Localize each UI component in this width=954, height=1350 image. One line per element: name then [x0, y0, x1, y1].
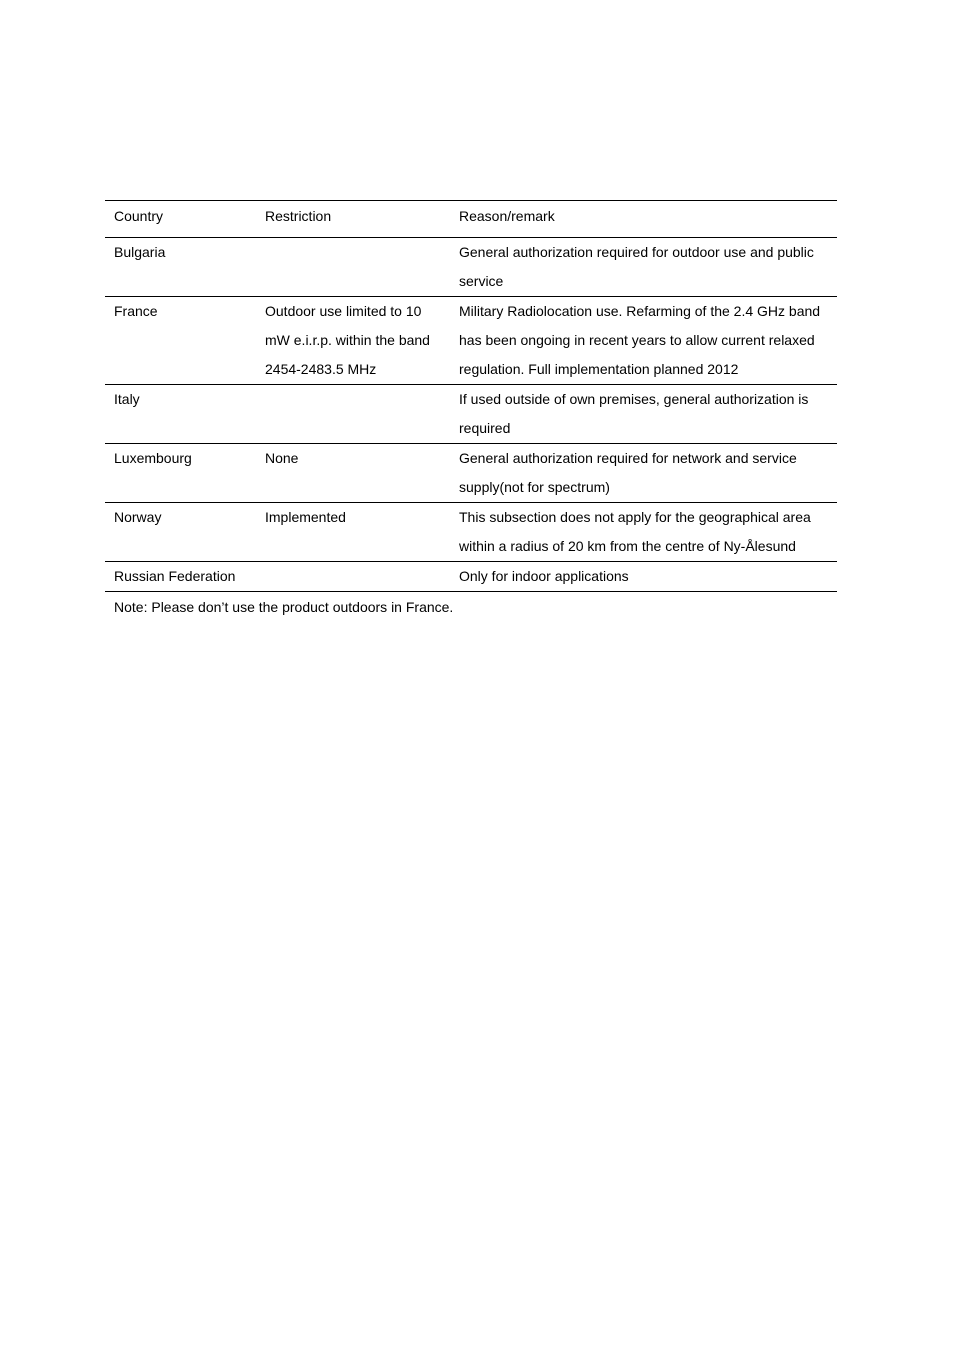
remark-cell: General authorization required for network and service supply(not for spectrum) — [459, 450, 797, 495]
country-cell: Luxembourg — [114, 450, 192, 466]
country-cell: Italy — [114, 391, 140, 407]
remark-cell: General authorization required for outdoor use and public service — [459, 244, 814, 289]
table-row — [105, 385, 837, 444]
note-text: Note: Please don’t use the product outdoors in France. — [114, 599, 454, 615]
table-header-row — [105, 201, 837, 238]
restriction-cell: Implemented — [265, 509, 346, 525]
remark-cell: Military Radiolocation use. Refarming of the 2.4 GHz band has been ongoing in recent years to allow current relaxed regulation. Full implementation planned 2012 — [459, 303, 821, 377]
table-row — [105, 297, 837, 385]
restriction-cell: None — [265, 450, 299, 466]
country-cell: France — [114, 303, 158, 319]
restriction-cell — [256, 562, 450, 592]
country-cell: Norway — [114, 509, 162, 525]
remark-cell: Only for indoor applications — [459, 568, 629, 584]
table-row — [105, 503, 837, 562]
country-restrictions-table — [105, 200, 837, 592]
table-row — [105, 562, 837, 592]
restriction-cell — [256, 385, 450, 444]
table-row — [105, 238, 837, 297]
restriction-cell: Outdoor use limited to 10 mW e.i.r.p. within the band 2454-2483.5 MHz — [265, 303, 430, 377]
header-reason-remark: Reason/remark — [459, 208, 555, 224]
header-country: Country — [114, 208, 164, 224]
header-restriction: Restriction — [265, 208, 332, 224]
restriction-cell — [256, 238, 450, 297]
remark-cell: This subsection does not apply for the geographical area within a radius of 20 km from the centre of Ny-Ålesund — [459, 509, 811, 554]
country-cell: Russian Federation — [114, 568, 236, 584]
table-row — [105, 444, 837, 503]
remark-cell: If used outside of own premises, general authorization is required — [459, 391, 809, 436]
country-cell: Bulgaria — [114, 244, 166, 260]
